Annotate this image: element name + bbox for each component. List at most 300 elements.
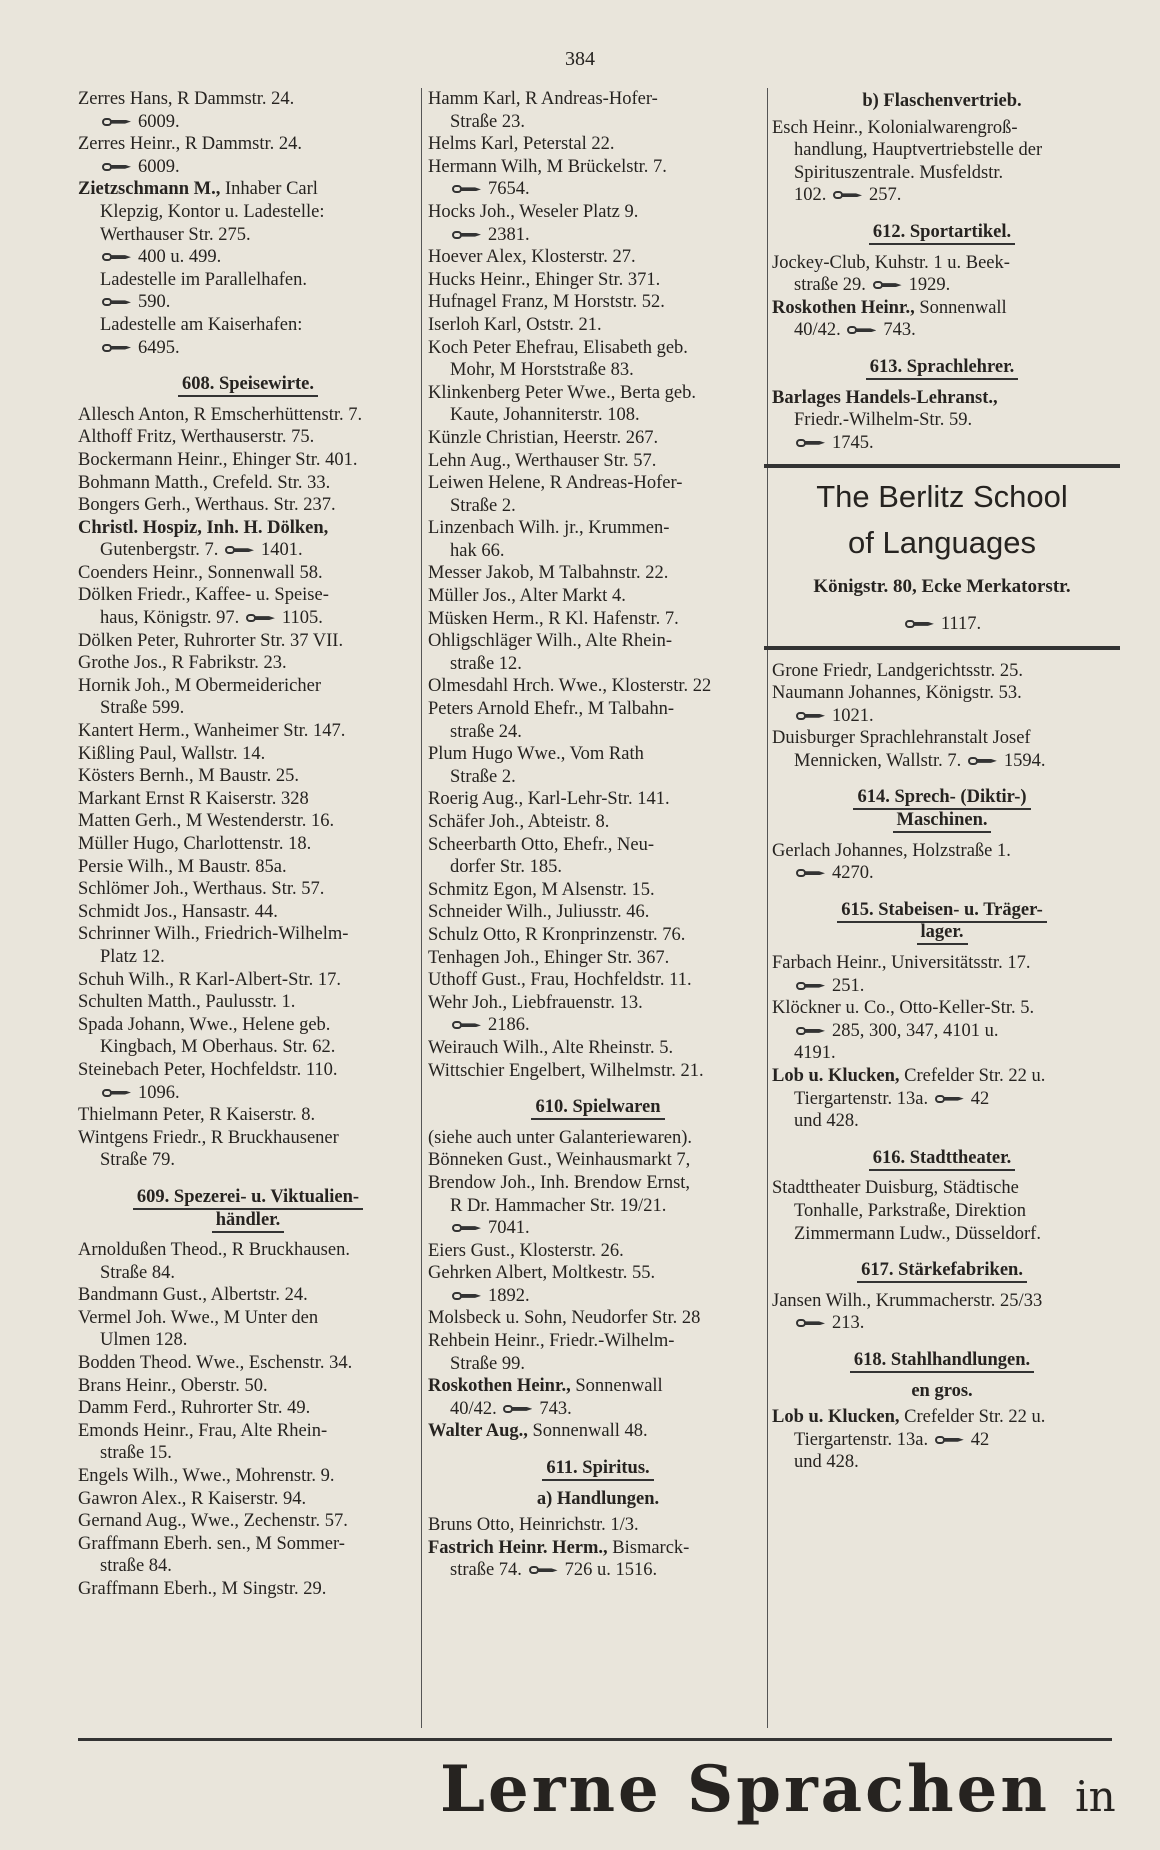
- entry-text: Steinebach Peter, Hochfeldstr. 110.: [78, 1059, 338, 1080]
- phone-number: 251.: [832, 975, 865, 996]
- directory-entry-line: [78, 584, 418, 607]
- directory-entry-line: [78, 991, 418, 1014]
- entry-name: Barlages Handels-Lehranst.,: [772, 387, 998, 408]
- section-heading-text: lager.: [917, 922, 968, 945]
- directory-entry-line: [772, 319, 1112, 342]
- entry-text: R Dr. Hammacher Str. 19/21.: [450, 1195, 667, 1216]
- entry-text: Scheerbarth Otto, Ehefr., Neu-: [428, 834, 655, 855]
- banner-text: Lerne Sprachen: [440, 1752, 1050, 1827]
- entry-text: Müsken Herm., R Kl. Hafenstr. 7.: [428, 608, 679, 629]
- entry-text: Wittschier Engelbert, Wilhelmstr. 21.: [428, 1060, 704, 1081]
- entry-text: Duisburger Sprachlehranstalt Josef: [772, 728, 1031, 749]
- directory-entry-line: [428, 201, 768, 224]
- directory-entry-line: [772, 727, 1112, 750]
- directory-entry-line: [78, 449, 418, 472]
- entry-text: Engels Wilh., Wwe., Mohrenstr. 9.: [78, 1466, 335, 1487]
- telephone-icon: [102, 1087, 132, 1099]
- directory-entry-line: [772, 432, 1112, 455]
- phone-number: 726 u. 1516.: [564, 1560, 658, 1581]
- entry-text: Schuh Wilh., R Karl-Albert-Str. 17.: [78, 969, 342, 990]
- directory-entry-line: [428, 901, 768, 924]
- telephone-icon: [452, 1290, 482, 1302]
- entry-text: Althoff Fritz, Werthauserstr. 75.: [78, 427, 315, 448]
- entry-text: Plum Hugo Wwe., Vom Rath: [428, 744, 644, 765]
- directory-entry-line: [772, 162, 1112, 185]
- entry-text: dorfer Str. 185.: [450, 857, 563, 878]
- directory-entry-line: [78, 246, 418, 269]
- telephone-icon: [935, 1434, 965, 1446]
- telephone-icon: [102, 251, 132, 263]
- telephone-icon: [796, 710, 826, 722]
- entry-text: Straße 23.: [450, 111, 526, 132]
- directory-entry-line: [78, 923, 418, 946]
- entry-text: Schlömer Joh., Werthaus. Str. 57.: [78, 879, 325, 900]
- section-heading: [78, 1186, 418, 1231]
- directory-entry-line: [78, 1059, 418, 1082]
- entry-text: Straße 99.: [450, 1353, 526, 1374]
- directory-entry-line: [78, 224, 418, 247]
- directory-entry-line: [428, 88, 768, 111]
- entry-text: Wehr Joh., Liebfrauenstr. 13.: [428, 992, 643, 1013]
- entry-text: Sonnenwall: [914, 297, 1007, 318]
- section-heading: [428, 1096, 768, 1119]
- directory-entry-line: [78, 743, 418, 766]
- directory-entry-line: [428, 133, 768, 156]
- phone-number: 1745.: [832, 432, 874, 453]
- directory-entry-line: [78, 1262, 418, 1285]
- directory-entry-line: [772, 297, 1112, 320]
- section-heading-text: 614. Sprech- (Diktir-): [853, 787, 1030, 810]
- directory-entry-line: [428, 834, 768, 857]
- telephone-icon: [102, 161, 132, 173]
- directory-entry-line: [428, 314, 768, 337]
- entry-text: Rehbein Heinr., Friedr.-Wilhelm-: [428, 1331, 675, 1352]
- section-heading-text: 616. Stadttheater.: [869, 1148, 1016, 1171]
- directory-entry-line: [428, 1330, 768, 1353]
- entry-name: Roskothen Heinr.,: [428, 1376, 571, 1397]
- entry-text: Bönneken Gust., Weinhausmarkt 7,: [428, 1150, 691, 1171]
- entry-text: Allesch Anton, R Emscherhüttenstr. 7.: [78, 404, 363, 425]
- entry-text: Molsbeck u. Sohn, Neudorfer Str. 28: [428, 1308, 701, 1329]
- phone-number: 257.: [869, 185, 902, 206]
- directory-entry-line: [428, 1172, 768, 1195]
- directory-entry-line: [428, 721, 768, 744]
- entry-text: Iserloh Karl, Oststr. 21.: [428, 314, 602, 335]
- entry-text: Werthauser Str. 275.: [100, 224, 251, 245]
- directory-entry-line: [78, 314, 418, 337]
- phone-number: 7041.: [488, 1218, 530, 1239]
- entry-text: Peters Arnold Ehefr., M Talbahn-: [428, 699, 675, 720]
- entry-text: hak 66.: [450, 540, 505, 561]
- directory-entry-line: [78, 697, 418, 720]
- entry-text: Hamm Karl, R Andreas-Hofer-: [428, 89, 658, 109]
- section-heading: [772, 1147, 1112, 1170]
- entry-text: Olmesdahl Hrch. Wwe., Klosterstr. 22: [428, 676, 712, 697]
- directory-entry-line: [78, 1488, 418, 1511]
- directory-entry-line: [772, 1223, 1112, 1246]
- phone-number: 1929.: [908, 275, 951, 296]
- entry-text: Künzle Christian, Heerstr. 267.: [428, 427, 659, 448]
- phone-number: 42: [970, 1088, 990, 1109]
- entry-text: 40/42.: [794, 320, 841, 341]
- directory-entry-line: [428, 359, 768, 382]
- entry-text: Ladestelle am Kaiserhafen:: [100, 314, 303, 335]
- entry-text: Brans Heinr., Oberstr. 50.: [78, 1375, 268, 1396]
- telephone-icon: [796, 980, 826, 992]
- directory-entry-line: [772, 184, 1112, 207]
- entry-text: Friedr.-Wilhelm-Str. 59.: [794, 410, 973, 431]
- section-heading-text: 618. Stahlhandlungen.: [850, 1350, 1034, 1373]
- telephone-icon: [246, 612, 276, 624]
- ad-address: Königstr. 80, Ecke Merkatorstr.: [813, 576, 1071, 598]
- directory-entry-line: [772, 274, 1112, 297]
- phone-number: 400 u. 499.: [138, 247, 222, 268]
- entry-text: Koch Peter Ehefrau, Elisabeth geb.: [428, 337, 688, 358]
- directory-entry-line: [78, 607, 418, 630]
- phone-number: 285, 300, 347, 4101 u.: [832, 1020, 999, 1041]
- entry-text: Kösters Bernh., M Baustr. 25.: [78, 766, 299, 787]
- directory-entry-line: [78, 1555, 418, 1578]
- entry-text: und 428.: [794, 1111, 859, 1132]
- entry-text: Hufnagel Franz, M Horststr. 52.: [428, 292, 665, 313]
- entry-text: Bodden Theod. Wwe., Eschenstr. 34.: [78, 1353, 353, 1374]
- directory-entry-line: [772, 997, 1112, 1020]
- telephone-icon: [833, 189, 863, 201]
- telephone-icon: [503, 1403, 533, 1415]
- phone-number: 4270.: [832, 863, 874, 884]
- entry-text: Mennicken, Wallstr. 7.: [794, 750, 962, 771]
- section-heading-text: Maschinen.: [893, 810, 992, 833]
- directory-entry-line: [428, 1240, 768, 1263]
- directory-entry-line: [78, 833, 418, 856]
- directory-entry-line: [428, 743, 768, 766]
- section-heading: [78, 373, 418, 396]
- entry-text: Matten Gerh., M Westenderstr. 16.: [78, 811, 335, 832]
- directory-entry-line: [428, 1127, 768, 1150]
- directory-entry-line: [78, 1329, 418, 1352]
- entry-text: Hermann Wilh, M Brückelstr. 7.: [428, 156, 667, 177]
- entry-text: Persie Wilh., M Baustr. 85a.: [78, 856, 287, 877]
- phone-number: 743.: [883, 320, 916, 341]
- directory-entry-line: [428, 111, 768, 134]
- phone-number: 42: [970, 1429, 990, 1450]
- directory-entry-line: [428, 1262, 768, 1285]
- ad-title: The Berlitz School: [816, 479, 1068, 515]
- entry-text: Gerlach Johannes, Holzstraße 1.: [772, 840, 1011, 861]
- directory-entry-line: [428, 992, 768, 1015]
- directory-entry-line: [78, 1442, 418, 1465]
- directory-entry-line: [428, 1285, 768, 1308]
- directory-entry-line: [772, 1177, 1112, 1200]
- telephone-icon: [796, 1025, 826, 1037]
- entry-text: Graffmann Eberh. sen., M Sommer-: [78, 1533, 345, 1554]
- entry-text: Kantert Herm., Wanheimer Str. 147.: [78, 721, 346, 742]
- entry-text: Bismarck-: [607, 1537, 690, 1558]
- section-heading: [772, 899, 1112, 944]
- entry-text: Graffmann Eberh., M Singstr. 29.: [78, 1579, 327, 1599]
- directory-entry-line: [78, 1239, 418, 1262]
- entry-text: 40/42.: [450, 1398, 497, 1419]
- footer-rule: [78, 1738, 1112, 1741]
- banner-tail: in: [1075, 1772, 1116, 1821]
- entry-name: Lob u. Klucken,: [772, 1066, 900, 1086]
- directory-entry-line: [772, 1088, 1112, 1111]
- entry-text: Markant Ernst R Kaiserstr. 328: [78, 788, 309, 809]
- section-heading: [772, 1259, 1112, 1282]
- telephone-icon: [796, 867, 826, 879]
- directory-column-right: [772, 88, 1112, 1474]
- entry-text: straße 12.: [450, 653, 522, 674]
- subsection-heading: a) Handlungen.: [536, 1488, 660, 1509]
- entry-text: Schrinner Wilh., Friedrich-Wilhelm-: [78, 924, 349, 945]
- directory-entry-line: [428, 969, 768, 992]
- entry-text: 102.: [794, 185, 827, 206]
- directory-entry-line: [772, 952, 1112, 975]
- directory-entry-line: [772, 660, 1112, 683]
- section-heading: [428, 1457, 768, 1480]
- telephone-icon: [452, 183, 482, 195]
- directory-entry-line: [428, 630, 768, 653]
- entry-text: Müller Hugo, Charlottenstr. 18.: [78, 834, 312, 854]
- entry-text: Gernand Aug., Wwe., Zechenstr. 57.: [78, 1511, 348, 1532]
- section-heading-text: 609. Spezerei- u. Viktualien-: [133, 1187, 363, 1210]
- directory-entry-line: [78, 1082, 418, 1105]
- entry-text: Dölken Friedr., Kaffee- u. Speise-: [78, 585, 329, 606]
- column-divider: [421, 88, 422, 1728]
- entry-text: straße 24.: [450, 721, 522, 742]
- directory-entry-line: [78, 1352, 418, 1375]
- entry-text: Hoever Alex, Klosterstr. 27.: [428, 247, 636, 268]
- phone-number: 590.: [138, 292, 171, 313]
- entry-text: Crefelder Str. 22 u.: [899, 1066, 1046, 1086]
- telephone-icon: [796, 1317, 826, 1329]
- directory-entry-line: [78, 494, 418, 517]
- entry-text: Tiergartenstr. 13a.: [794, 1088, 929, 1109]
- entry-text: Hucks Heinr., Ehinger Str. 371.: [428, 269, 661, 290]
- entry-text: Schmitz Egon, M Alsenstr. 15.: [428, 879, 655, 900]
- subsection-heading: en gros.: [911, 1380, 973, 1401]
- directory-entry-line: [428, 382, 768, 405]
- entry-text: Straße 599.: [100, 698, 185, 719]
- phone-number: 213.: [832, 1313, 865, 1334]
- entry-text: Roerig Aug., Karl-Lehr-Str. 141.: [428, 789, 670, 810]
- section-heading-text: 615. Stabeisen- u. Träger-: [837, 900, 1047, 923]
- entry-text: Linzenbach Wilh. jr., Krummen-: [428, 518, 670, 539]
- directory-entry-line: [428, 1537, 768, 1560]
- entry-text: Spirituszentrale. Musfeldstr.: [794, 162, 1004, 183]
- section-heading-text: 612. Sportartikel.: [869, 222, 1015, 245]
- directory-entry-line: [428, 653, 768, 676]
- phone-number: 1401.: [260, 540, 303, 561]
- directory-entry-line: [428, 291, 768, 314]
- telephone-icon: [847, 324, 877, 336]
- directory-entry-line: [428, 585, 768, 608]
- entry-text: Dölken Peter, Ruhrorter Str. 37 VII.: [78, 630, 344, 651]
- entry-text: Jockey-Club, Kuhstr. 1 u. Beek-: [772, 252, 1010, 273]
- directory-entry-line: [78, 133, 418, 156]
- telephone-icon: [452, 1019, 482, 1031]
- entry-text: Schneider Wilh., Juliusstr. 46.: [428, 902, 650, 923]
- section-heading-text: händler.: [212, 1210, 285, 1233]
- section-heading: [772, 786, 1112, 831]
- directory-entry-line: [78, 856, 418, 879]
- entry-text: straße 74.: [450, 1560, 522, 1581]
- entry-text: Sonnenwall 48.: [527, 1421, 648, 1442]
- directory-entry-line: [428, 1149, 768, 1172]
- entry-text: Hocks Joh., Weseler Platz 9.: [428, 201, 639, 222]
- directory-entry-line: [78, 1397, 418, 1420]
- entry-text: Eiers Gust., Klosterstr. 26.: [428, 1240, 624, 1261]
- entry-text: Müller Jos., Alter Markt 4.: [428, 586, 626, 607]
- entry-text: Jansen Wilh., Krummacherstr. 25/33: [772, 1290, 1043, 1311]
- telephone-icon: [452, 229, 482, 241]
- directory-entry-line: [428, 269, 768, 292]
- directory-entry-line: [772, 975, 1112, 998]
- entry-text: Tonhalle, Parkstraße, Direktion: [794, 1200, 1026, 1221]
- phone-number: 1117.: [940, 613, 982, 634]
- phone-number: 6495.: [138, 337, 180, 358]
- entry-text: straße 15.: [100, 1443, 172, 1464]
- phone-number: 1021.: [832, 705, 874, 726]
- entry-text: Tenhagen Joh., Ehinger Str. 367.: [428, 947, 670, 968]
- entry-text: Klepzig, Kontor u. Ladestelle:: [100, 201, 325, 222]
- directory-column-left: [78, 88, 418, 1601]
- directory-entry-line: [428, 924, 768, 947]
- entry-text: Ohligschläger Wilh., Alte Rhein-: [428, 631, 672, 652]
- directory-entry-line: [78, 1127, 418, 1150]
- entry-text: Farbach Heinr., Universitätsstr. 17.: [772, 953, 1031, 974]
- directory-entry-line: [428, 1353, 768, 1376]
- directory-entry-line: [428, 856, 768, 879]
- directory-entry-line: [78, 810, 418, 833]
- entry-text: Bockermann Heinr., Ehinger Str. 401.: [78, 449, 358, 470]
- directory-entry-line: [78, 1284, 418, 1307]
- entry-text: Zimmermann Ludw., Düsseldorf.: [794, 1223, 1041, 1244]
- directory-entry-line: [772, 1451, 1112, 1474]
- directory-entry-line: [78, 562, 418, 585]
- directory-entry-line: [78, 720, 418, 743]
- directory-entry-line: [78, 901, 418, 924]
- telephone-icon: [452, 1222, 482, 1234]
- directory-entry-line: [428, 811, 768, 834]
- entry-text: Wintgens Friedr., R Bruckhausener: [78, 1127, 339, 1148]
- directory-entry-line: [772, 1020, 1112, 1043]
- entry-text: Helms Karl, Peterstal 22.: [428, 134, 615, 155]
- entry-text: straße 29.: [794, 275, 866, 296]
- entry-text: Arnoldußen Theod., R Bruckhausen.: [78, 1240, 350, 1261]
- entry-text: Emonds Heinr., Frau, Alte Rhein-: [78, 1420, 328, 1441]
- directory-entry-line: [78, 88, 418, 111]
- entry-text: Bongers Gerh., Werthaus. Str. 237.: [78, 495, 336, 516]
- directory-entry-line: [78, 269, 418, 292]
- directory-entry-line: [772, 139, 1112, 162]
- directory-entry-line: [428, 1014, 768, 1037]
- directory-entry-line: [428, 947, 768, 970]
- telephone-icon: [968, 755, 998, 767]
- entry-text: Zerres Hans, R Dammstr. 24.: [78, 89, 295, 109]
- directory-entry-line: [772, 1110, 1112, 1133]
- directory-entry-line: [78, 878, 418, 901]
- directory-entry-line: [78, 1014, 418, 1037]
- entry-text: Schmidt Jos., Hansastr. 44.: [78, 901, 278, 922]
- directory-entry-line: [428, 698, 768, 721]
- directory-entry-line: [772, 387, 1112, 410]
- phone-number: 7654.: [488, 179, 530, 200]
- directory-entry-line: [78, 201, 418, 224]
- directory-entry-line: [78, 1036, 418, 1059]
- entry-text: Kißling Paul, Wallstr. 14.: [78, 743, 266, 764]
- directory-entry-line: [78, 765, 418, 788]
- directory-entry-line: [428, 1060, 768, 1083]
- directory-entry-line: [428, 495, 768, 518]
- directory-entry-line: [428, 450, 768, 473]
- directory-entry-line: [428, 788, 768, 811]
- entry-text: Gutenbergstr. 7.: [100, 540, 219, 561]
- phone-number: 743.: [539, 1398, 572, 1419]
- directory-entry-line: [78, 1375, 418, 1398]
- entry-text: Ladestelle im Parallelhafen.: [100, 269, 308, 290]
- directory-entry-line: [78, 472, 418, 495]
- entry-text: Schulten Matth., Paulusstr. 1.: [78, 992, 296, 1013]
- directory-entry-line: [78, 1149, 418, 1172]
- section-heading: [772, 1349, 1112, 1372]
- entry-text: Tiergartenstr. 13a.: [794, 1429, 929, 1450]
- directory-entry-line: [428, 675, 768, 698]
- telephone-icon: [102, 296, 132, 308]
- directory-entry-line: [772, 252, 1112, 275]
- section-heading-text: 608. Speisewirte.: [178, 374, 318, 397]
- directory-entry-line: [78, 539, 418, 562]
- directory-entry-line: [78, 156, 418, 179]
- entry-name: Lob u. Klucken,: [772, 1407, 900, 1428]
- entry-text: Grothe Jos., R Fabrikstr. 23.: [78, 653, 287, 674]
- directory-entry-line: [428, 178, 768, 201]
- directory-entry-line: [428, 224, 768, 247]
- directory-entry-line: [772, 1065, 1112, 1088]
- ad-phone: [764, 613, 1120, 636]
- entry-name: Roskothen Heinr.,: [772, 297, 915, 318]
- directory-entry-line: [78, 337, 418, 360]
- phone-number: 1594.: [1003, 750, 1046, 771]
- telephone-icon: [905, 618, 935, 630]
- phone-number: 2381.: [488, 224, 530, 245]
- entry-text: Bandmann Gust., Albertstr. 24.: [78, 1285, 308, 1306]
- entry-text: Spada Johann, Wwe., Helene geb.: [78, 1014, 331, 1035]
- directory-entry-line: [78, 1465, 418, 1488]
- telephone-icon: [873, 279, 903, 291]
- directory-entry-line: [78, 630, 418, 653]
- entry-text: Uthoff Gust., Frau, Hochfeldstr. 11.: [428, 970, 692, 991]
- section-heading: [772, 356, 1112, 379]
- directory-entry-line: [428, 1217, 768, 1240]
- entry-text: Sonnenwall: [570, 1376, 663, 1397]
- directory-entry-line: [772, 862, 1112, 885]
- directory-entry-line: [772, 750, 1112, 773]
- phone-number: 1892.: [488, 1285, 530, 1306]
- directory-entry-line: [428, 1398, 768, 1421]
- directory-entry-line: [772, 1406, 1112, 1429]
- directory-entry-line: [428, 1037, 768, 1060]
- directory-entry-line: [78, 426, 418, 449]
- entry-text: Bohmann Matth., Crefeld. Str. 33.: [78, 472, 331, 493]
- entry-text: Ulmen 128.: [100, 1330, 188, 1351]
- entry-name: Christl. Hospiz, Inh. H. Dölken,: [78, 517, 329, 538]
- entry-text: Straße 79.: [100, 1150, 176, 1171]
- directory-entry-line: [428, 404, 768, 427]
- berlitz-advertisement: [764, 464, 1120, 649]
- entry-text: und 428.: [794, 1452, 859, 1473]
- directory-entry-line: [772, 1429, 1112, 1452]
